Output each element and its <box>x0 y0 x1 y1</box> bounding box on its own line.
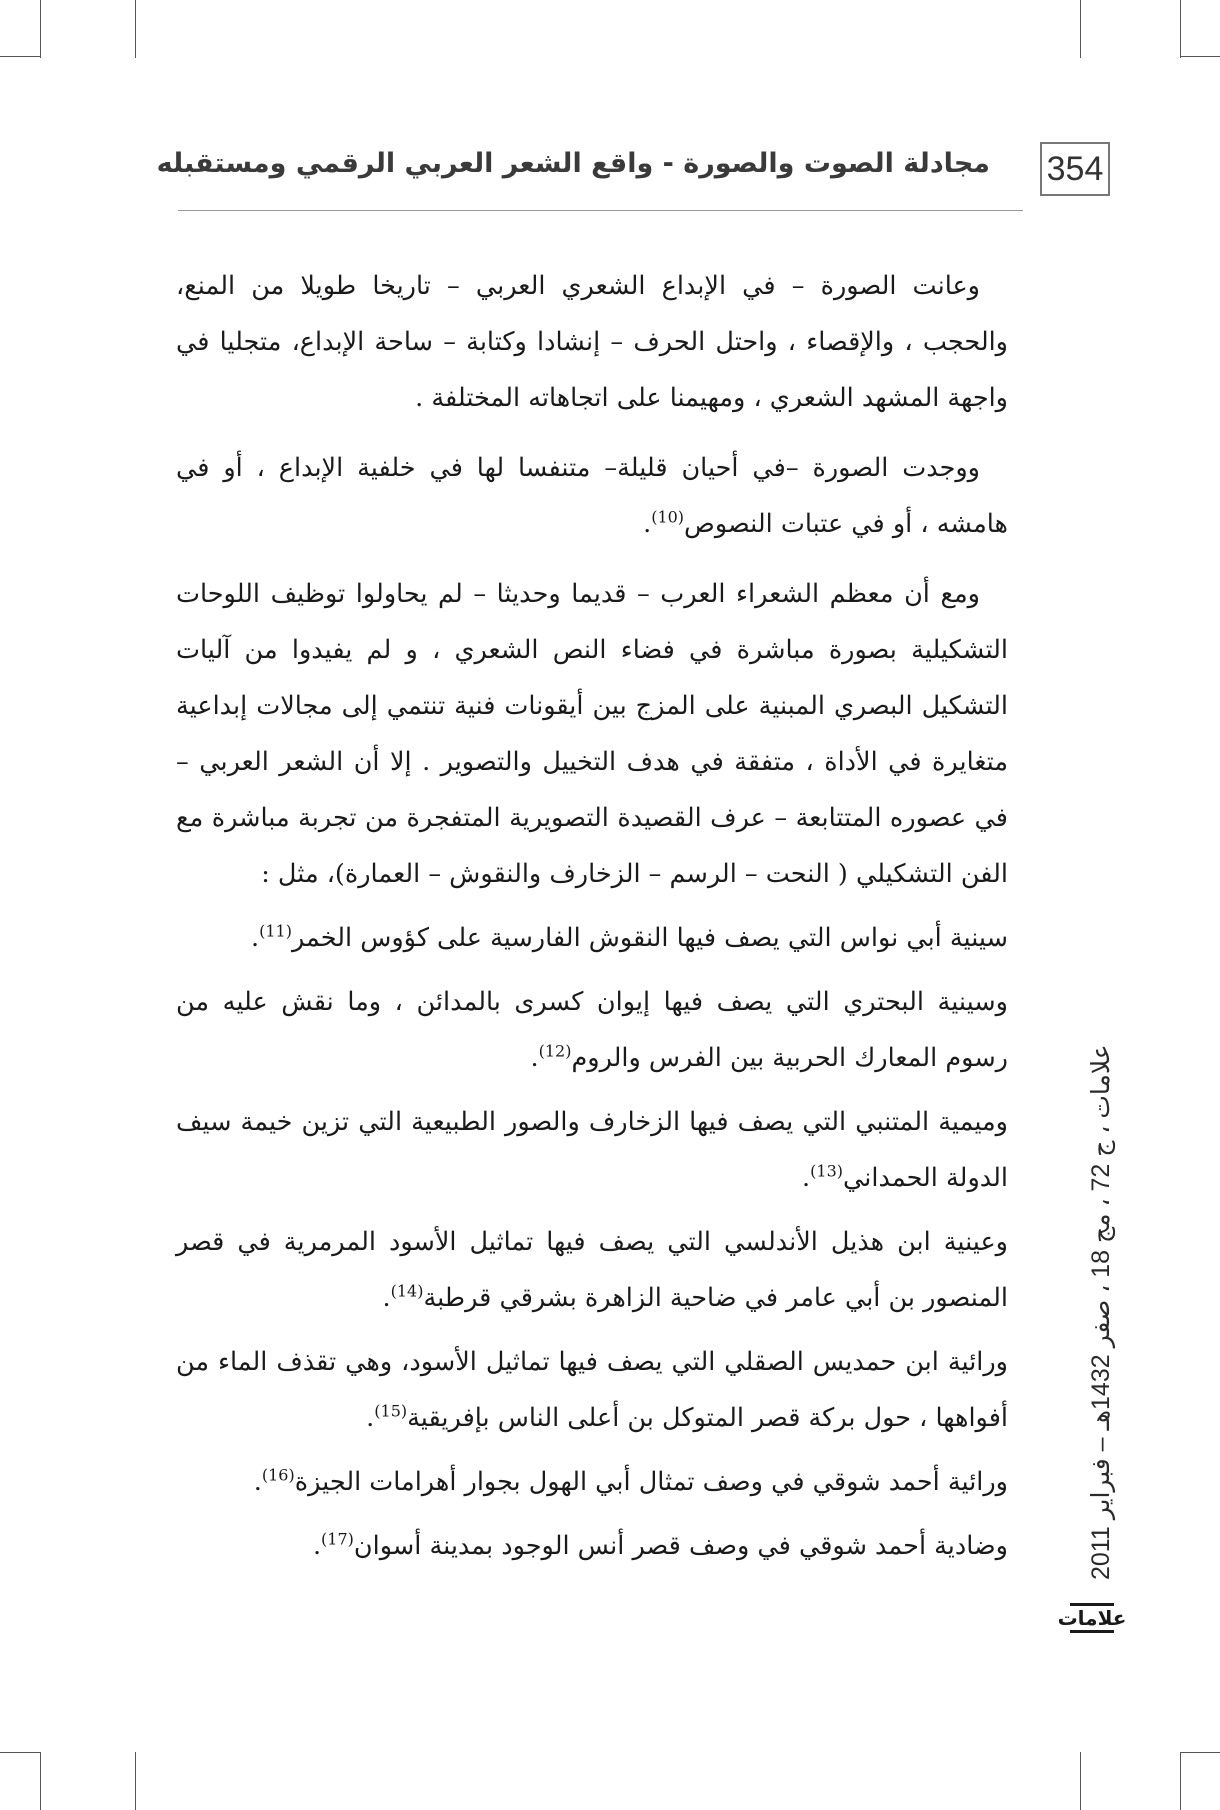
crop-mark <box>1080 1752 1081 1810</box>
crop-mark <box>1080 0 1081 58</box>
list-item-end: . <box>530 1043 539 1073</box>
list-item <box>176 1518 1008 1574</box>
list-item-end: . <box>382 1283 391 1313</box>
footnote-ref[interactable]: (17) <box>321 1529 354 1549</box>
list-item-end: . <box>251 923 260 953</box>
page-number-text: 354 <box>1046 149 1104 188</box>
crop-mark <box>1180 1752 1220 1753</box>
list-item-text: سينية أبي نواس التي يصف فيها النقوش الفارسية على كؤوس الخمر <box>291 923 1008 953</box>
list-item <box>176 974 1008 1086</box>
article-body <box>176 258 1008 1582</box>
list-item-end: . <box>366 1403 375 1433</box>
crop-mark <box>1180 1752 1181 1810</box>
paragraph <box>176 258 1008 426</box>
footnote-ref[interactable]: (14) <box>390 1281 424 1301</box>
paragraph-text: ووجدت الصورة –في أحيان قليلة– متنفسا لها في خلفية الإبداع ، أو في هامشه ، أو في عتبات النصوص <box>176 453 1008 539</box>
list-item <box>176 910 1008 966</box>
list-item-text: وضادية أحمد شوقي في وصف قصر أنس الوجود بمدينة أسوان <box>353 1531 1008 1561</box>
crop-mark <box>0 1752 40 1753</box>
list-item <box>176 1454 1008 1510</box>
list-item <box>176 1094 1008 1206</box>
running-title: مجادلة الصوت والصورة - واقع الشعر العربي الرقمي ومستقبله <box>156 148 990 179</box>
crop-mark <box>40 0 41 58</box>
list-item-text: وعينية ابن هذيل الأندلسي التي يصف فيها تماثيل الأسود المرمرية في قصر المنصور بن أبي عامر في ضاحية الزاهرة بشرقي قرطبة <box>176 1227 1008 1313</box>
logo-bar <box>1070 1630 1114 1633</box>
paragraph <box>176 440 1008 552</box>
paragraph-text: وعانت الصورة – في الإبداع الشعري العربي – تاريخا طويلا من المنع، والحجب ، والإقصاء ، واحتل الحرف – إنشادا وكتابة – ساحة الإبداع، متجليا في واجهة المشهد الشعري ، ومهيمنا على اتجاهاته المختلفة . <box>176 271 1008 413</box>
crop-mark <box>1180 0 1181 58</box>
list-item-text: وميمية المتنبي التي يصف فيها الزخارف والصور الطبيعية التي تزين خيمة سيف الدولة الحمداني <box>176 1107 1008 1193</box>
paragraph <box>176 566 1008 902</box>
journal-logo <box>1057 1598 1127 1638</box>
list-item-end: . <box>253 1467 262 1497</box>
footnote-ref[interactable]: (12) <box>538 1041 572 1061</box>
footnote-ref[interactable]: (10) <box>651 507 685 527</box>
header-divider <box>178 210 1023 211</box>
list-item <box>176 1334 1008 1446</box>
list-item-text: ورائية ابن حمديس الصقلي التي يصف فيها تماثيل الأسود، وهي تقذف الماء من أفواهها ، حول بركة قصر المتوكل بن أعلى الناس بإفريقية <box>176 1347 1008 1433</box>
paragraph-text: ومع أن معظم الشعراء العرب – قديما وحديثا – لم يحاولوا توظيف اللوحات التشكيلية بصورة مباشرة في فضاء النص الشعري ، و لم يفيدوا من آليات التشكيل البصري المبنية على المزج بين أيقونات فنية تنتمي إلى مجالات إبداعية متغايرة في الأداة ، متفقة في هدف التخييل والتصوير . إلا أن الشعر العربي – في عصوره المتتابعة – عرف القصيدة التصويرية المتفجرة من تجربة مباشرة مع الفن التشكيلي ( النحت – الرسم – الزخارف والنقوش – العمارة)، مثل : <box>176 579 1008 889</box>
crop-mark <box>135 1752 136 1810</box>
crop-mark <box>1180 56 1220 57</box>
crop-mark <box>135 0 136 58</box>
crop-mark <box>0 56 40 57</box>
crop-mark <box>40 1752 41 1810</box>
footnote-ref[interactable]: (13) <box>810 1161 844 1181</box>
list-item <box>176 1214 1008 1326</box>
list-item-end: . <box>312 1531 322 1561</box>
list-item-text: وسينية البحتري التي يصف فيها إيوان كسرى بالمدائن ، وما نقش عليه من رسوم المعارك الحربية بين الفرس والروم <box>176 987 1008 1073</box>
footnote-ref[interactable]: (16) <box>261 1465 295 1485</box>
paragraph-end: . <box>643 509 652 539</box>
footnote-ref[interactable]: (11) <box>259 921 292 941</box>
journal-issue-info: علامات ، ج 72 ، مج 18 ، صفر 1432هـ – فبراير 2011 <box>1087 1044 1115 1580</box>
list-item-text: ورائية أحمد شوقي في وصف تمثال أبي الهول بجوار أهرامات الجيزة <box>294 1467 1008 1497</box>
footnote-ref[interactable]: (15) <box>374 1401 408 1421</box>
page-number <box>1040 142 1110 196</box>
logo-text: علامات <box>1057 1606 1127 1630</box>
list-item-end: . <box>802 1163 811 1193</box>
